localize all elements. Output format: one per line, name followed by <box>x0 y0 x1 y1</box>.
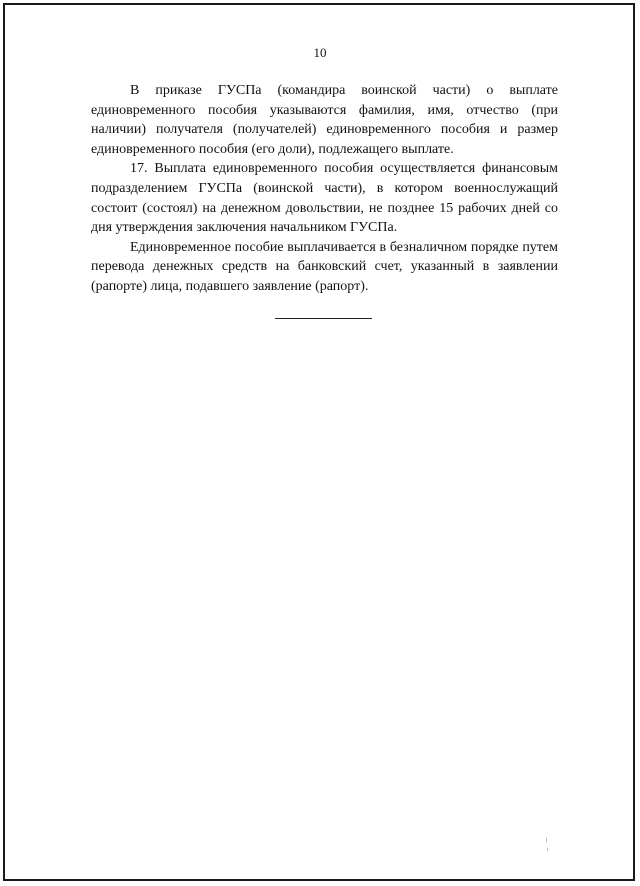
paragraph-order-contents: В приказе ГУСПа (командира воинской части) о выплате единовременного пособия указываются фамилия, имя, отчество (при наличии) получателя (получателей) единовременного пособия и размер единовременного пособия (его доли), подлежащего выплате. <box>91 83 558 157</box>
page-number: 10 <box>313 45 327 60</box>
end-separator-line <box>275 318 372 319</box>
paragraph-17-payment: 17. Выплата единовременного пособия осуществляется финансовым подразделением ГУСПа (воинской части), в котором военнослужащий состоит (состоял) на денежном довольствии, не позднее 15 рабочих дней со дня утверждения заключения начальником ГУСПа. <box>91 161 558 236</box>
paragraph-cashless-payment: Единовременное пособие выплачивается в безналичном порядке путем перевода денежных средств на банковский счет, указанный в заявлении (рапорте) лица, подавшего заявление (рапорт). <box>91 239 558 294</box>
scan-artifact <box>546 838 547 842</box>
document-body <box>91 81 558 297</box>
scan-artifact <box>547 848 548 851</box>
